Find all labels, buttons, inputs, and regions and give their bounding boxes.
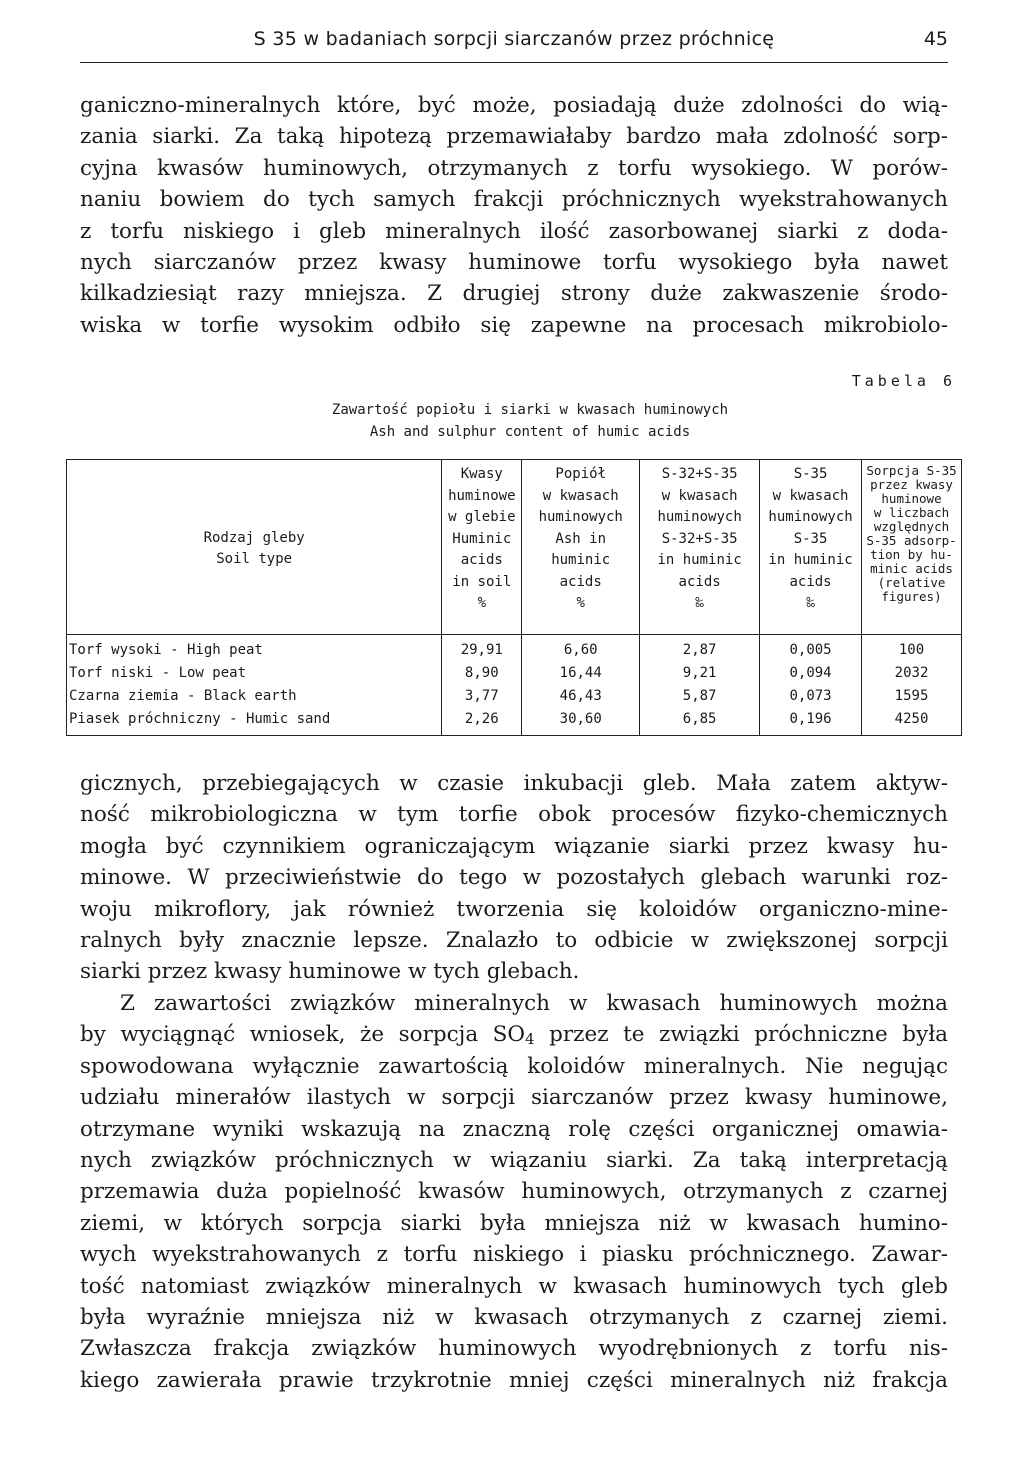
text-line: Z zawartości związków mineralnych w kwasach huminowych można [120,991,948,1016]
text-line: by wyciągnąć wniosek, że sorpcja $SO_4$ przez te związki próchniczne była [80,1022,948,1049]
header-humic-acids: Kwasy huminowe w glebie Huminic acids in soil % [442,460,522,635]
s32-s35-column [640,635,760,736]
text-line: wych wyekstrahowanych z torfu niskiego i piasku próchnicznego. Zawar- [80,1242,948,1268]
text-line: ralnych były znacznie lepsze. Znalazło to odbicie w zwiększonej sorpcji [80,928,948,954]
sorption-column [862,635,962,736]
table-header-row [67,460,962,635]
text-line: gicznych, przebiegających w czasie inkubacji gleb. Mała zatem aktyw- [80,771,948,796]
text-line: ganiczno-mineralnych które, być może, posiadają duże zdolności do wią- [80,93,948,118]
table-caption [200,399,860,443]
header-s32-s35: S-32+S-35 w kwasach huminowych S-32+S-35 in huminic acids ‰ [640,460,760,635]
table-cell: 0,073 [789,688,832,704]
table-cell: 6,60 [563,642,598,658]
s35-column [760,635,862,736]
table-cell: 100 [898,642,925,658]
paragraph-2 [80,768,948,988]
header-ash: Popiół w kwasach huminowych Ash in huminic acids % [522,460,640,635]
table-cell: Torf wysoki - High peat [69,642,263,658]
caption-polish: Zawartość popiołu i siarki w kwasach huminowych [331,402,729,418]
running-title: S 35 w badaniach sorpcji siarczanów przez próchnicę [253,28,775,50]
table-cell: 2,26 [464,711,499,727]
table-cell: Czarna ziemia - Black earth [69,688,297,704]
text-line: była wyraźnie mniejsza niż w kwasach otrzymanych z czarnej ziemi. [80,1305,948,1331]
text-line: spowodowana wyłącznie zawartością koloidów mineralnych. Nie negując [80,1053,948,1079]
text-line: z torfu niskiego i gleb mineralnych ilość zasorbowanej siarki z doda- [80,218,948,244]
subscript: 4 [525,1030,535,1049]
text-line: nych siarczanów przez kwasy huminowe torfu wysokiego była nawet [80,250,948,276]
table-cell: 6,85 [682,711,717,727]
text-line: kiego zawierała prawie trzykrotnie mniej części mineralnych niż frakcja [80,1367,948,1393]
table-cell: 16,44 [559,665,602,681]
paragraph-3 [80,988,948,1396]
header-sorption: Sorpcja S-35 przez kwasy huminowe w liczbach względnych S-35 adsorp- tion by hu- minic acids (relative figures) [862,460,962,635]
table-cell: 9,21 [682,665,717,681]
text-line: ziemi, w których sorpcja siarki była mniejsza niż w kwasach humino- [80,1210,948,1236]
text-line: nych związków próchnicznych w wiązaniu siarki. Za taką interpretacją [80,1148,948,1174]
table-cell: Torf niski - Low peat [69,665,247,681]
text-line: przemawia duża popielność kwasów huminowych, otrzymanych z czarnej [80,1179,948,1205]
table-label: Tabela 6 [851,372,956,390]
text-line: siarki przez kwasy huminowe w tych glebach. [80,959,580,985]
text-line: zania siarki. Za taką hipotezą przemawiałaby bardzo mała zdolność sorp- [80,124,948,150]
page-header [80,22,948,63]
caption-english: Ash and sulphur content of humic acids [369,424,691,440]
table-cell: 0,094 [789,665,832,681]
page-number: 45 [923,28,948,50]
humic-column [442,635,522,736]
table-cell: 0,005 [789,642,832,658]
text-line: cyjna kwasów huminowych, otrzymanych z torfu wysokiego. W porów- [80,155,948,181]
table-cell: 2,87 [682,642,717,658]
text-line: naniu bowiem do tych samych frakcji próchnicznych wyekstrahowanych [80,187,948,213]
table-cell: Piasek próchniczny - Humic sand [69,711,331,727]
text-line: mogła być czynnikiem ograniczającym wiązanie siarki przez kwasy hu- [80,833,948,859]
text-line: woju mikroflory, jak również tworzenia się koloidów organiczno-mine- [80,896,948,922]
table-cell: 30,60 [559,711,602,727]
data-table [66,459,962,736]
header-soil-type: Rodzaj gleby Soil type [67,460,442,635]
text-line: kilkadziesiąt razy mniejsza. Z drugiej strony duże zakwaszenie środo- [80,281,948,307]
table-cell: 3,77 [464,688,499,704]
text-line: udziału minerałów ilastych w sorpcji siarczanów przez kwasy huminowe, [80,1085,948,1111]
header-s35: S-35 w kwasach huminowych S-35 in huminic acids ‰ [760,460,862,635]
text-line: tość natomiast związków mineralnych w kwasach huminowych tych gleb [80,1273,948,1299]
table-cell: 29,91 [460,642,503,658]
table-cell: 5,87 [682,688,717,704]
paragraph-1 [80,90,948,341]
text-line: minowe. W przeciwieństwie do tego w pozostałych glebach warunki roz- [80,865,948,891]
text-line: Zwłaszcza frakcja związków huminowych wyodrębnionych z torfu nis- [80,1336,948,1362]
table-cell: 8,90 [464,665,499,681]
text-line: wiska w torfie wysokim odbiło się zapewne na procesach mikrobiolo- [80,312,948,338]
table-cell: 46,43 [559,688,602,704]
table-body [67,635,962,736]
ash-column [522,635,640,736]
table-cell: 0,196 [789,711,832,727]
soil-column [67,635,442,736]
table-cell: 1595 [894,688,929,704]
table-cell: 4250 [894,711,929,727]
text-line: ność mikrobiologiczna w tym torfie obok procesów fizyko-chemicznych [80,802,948,828]
text-line: otrzymane wyniki wskazują na znaczną rolę części organicznej omawia- [80,1116,948,1142]
table-cell: 2032 [894,665,929,681]
